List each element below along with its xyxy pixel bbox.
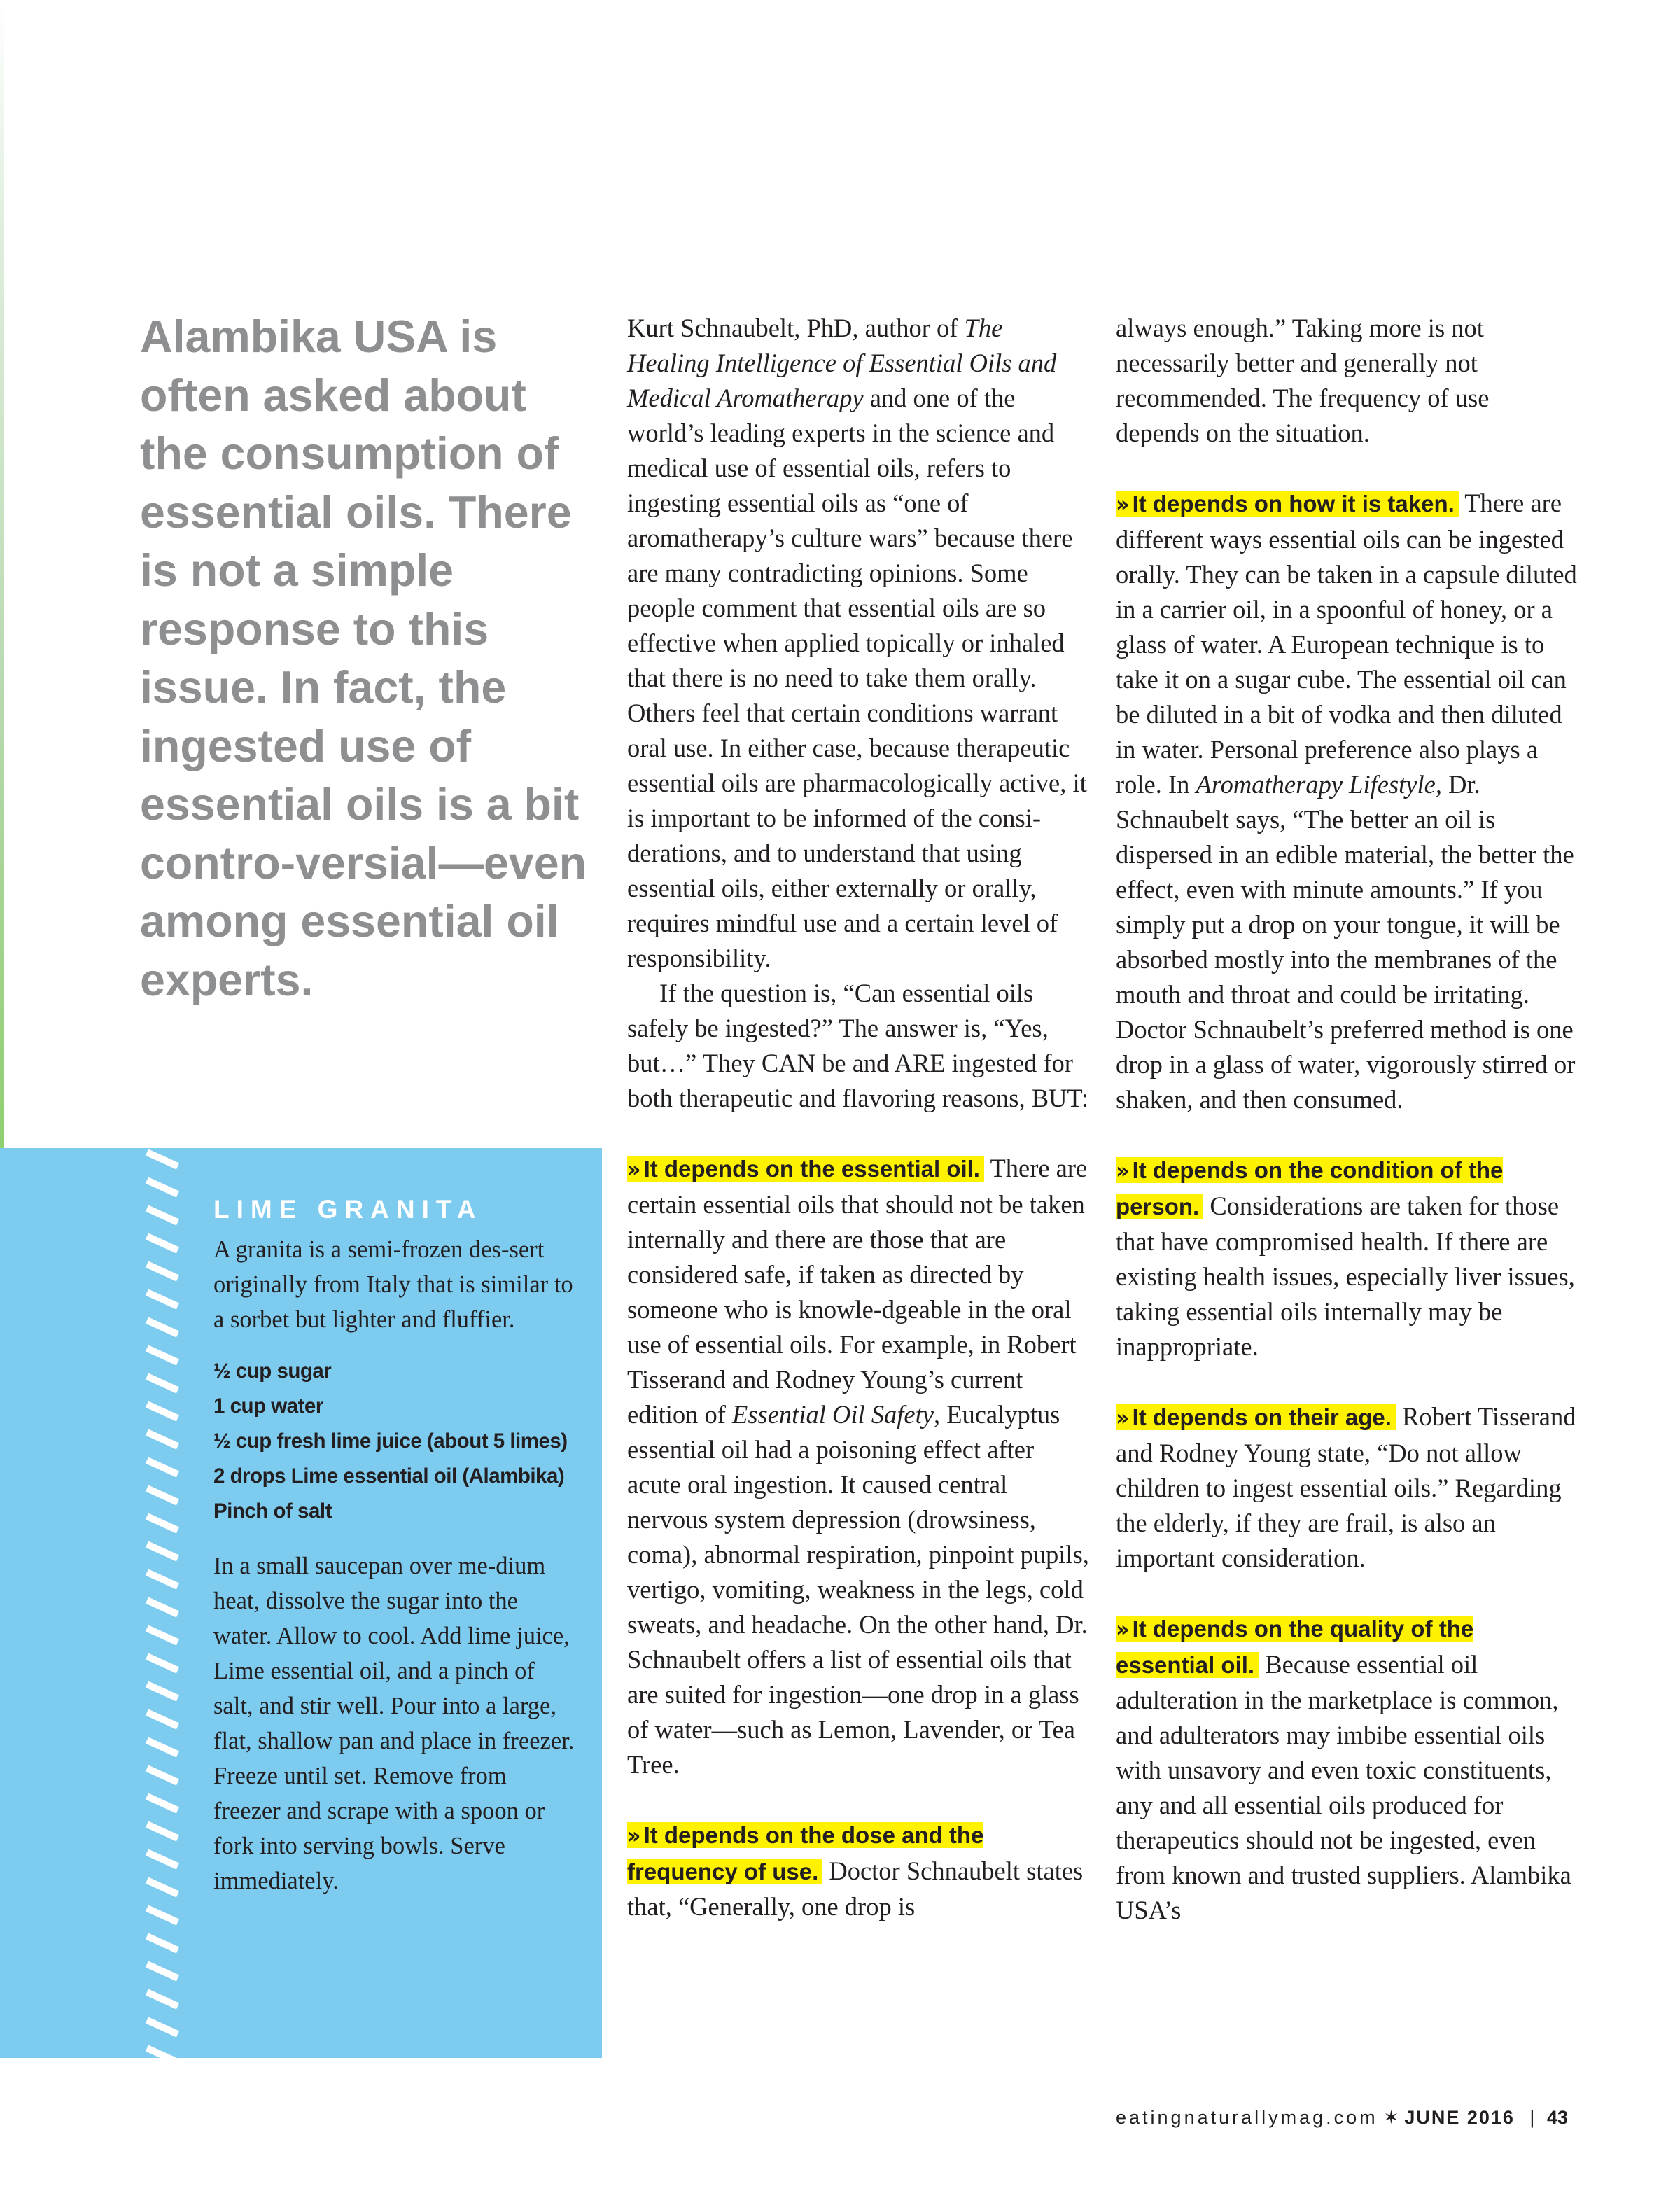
ingredient-item: ½ cup sugar (214, 1359, 332, 1382)
chevron-icon: ›› (627, 1157, 637, 1182)
text-run: and one of the world’s leading experts in the science and medical use of essential oils, refers to ingesting essential oils as “one of aromatherapy’s culture wars” because there are many contradicting opinions. Some people comment that essential oils are so effective when applied topically or inhaled that there is no need to take them orally. Others feel that certain conditions warrant oral use. In either case, because therapeutic essential oils are pharmacologically active, it is important to be informed of the consi-derations, and to understand that using essential oils, either externally or orally, requires mindful use and a certain level of responsibility. (627, 384, 1087, 972)
chevron-icon: ›› (627, 1823, 637, 1849)
book-title: The Healing Intelligence of Essential Oils and Medical Aromatherapy (627, 314, 1057, 412)
subhead-text: It depends on the dose and the frequency of use. (627, 1822, 984, 1884)
ingredient-list (214, 1354, 578, 1529)
paragraph (1116, 1152, 1578, 1364)
decorative-zigzag-border (143, 1148, 182, 2058)
subhead-text: It depends on the quality of the essential oil. (1116, 1616, 1474, 1678)
chevron-icon: ›› (1116, 1617, 1126, 1642)
text-run: Doctor Schnaubelt states that, “Generally, one drop is (627, 1856, 1084, 1921)
book-title: Aromatherapy Lifestyle, (1196, 770, 1442, 799)
subhead-text: It depends on how it is taken. (1132, 491, 1455, 517)
chevron-icon: ›› (1116, 1406, 1126, 1431)
paragraph (627, 1817, 1089, 1924)
footer-separator: | (1530, 2107, 1535, 2128)
ingredient-item: Pinch of salt (214, 1499, 332, 1522)
subhead-text: It depends on the condition of the person. (1116, 1157, 1504, 1219)
paragraph: If the question is, “Can essential oils safely be ingested?” The answer is, “Yes, but…” They CAN be and ARE ingested for both therapeutic and flavoring reasons, BUT: (627, 979, 1089, 1112)
paragraph (1116, 1399, 1578, 1576)
article-column-1 (627, 311, 1089, 1924)
footer-website: eatingnaturallymag.com (1116, 2107, 1378, 2128)
subhead-text: It depends on their age. (1132, 1404, 1392, 1430)
paragraph (1116, 1611, 1578, 1928)
page-edge-decoration (0, 0, 4, 1148)
highlighted-subhead (627, 1156, 984, 1182)
subhead-text: It depends on the essential oil. (643, 1156, 980, 1182)
highlighted-subhead (1116, 491, 1459, 517)
page-number: 43 (1546, 2107, 1568, 2128)
ingredient-item: ½ cup fresh lime juice (about 5 limes) (214, 1429, 568, 1452)
recipe-instructions: In a small saucepan over me-dium heat, dissolve the sugar into the water. Allow to cool. Add lime juice, Lime essential oil, and a pinch of salt, and stir well. Pour into a large, flat, shallow pan and place in freezer. Freeze until set. Remove from freezer and scrape with a spoon or fork into serving bowls. Serve immediately. (214, 1553, 575, 1894)
text-run: Kurt Schnaubelt, PhD, author of (627, 314, 965, 342)
recipe-title: LIME GRANITA (214, 1195, 483, 1224)
text-run: Dr. Schnaubelt says, “The better an oil is dispersed in an edible material, the better the effect, even with minute amounts.” If you simply put a drop on your tongue, it will be absorbed mostly into the membranes of the mouth and throat and could be irritating. Doctor Schnaubelt’s preferred method is one drop in a glass of water, vigorously stirred or shaken, and then consumed. (1116, 770, 1576, 1114)
page-footer (1092, 2107, 1568, 2129)
text-run: There are different ways essential oils can be ingested orally. They can be taken in a capsule diluted in a carrier oil, in a spoonful of honey, or a glass of water. A European technique is to take it on a sugar cube. The essential oil can be diluted in a bit of vodka and then diluted in water. Personal preference also plays a role. In (1116, 489, 1577, 799)
article-column-2 (1116, 311, 1578, 1928)
text-run: There are certain essential oils that should not be taken internally and there are those that are considered safe, if taken as directed by someone who is knowle-dgeable in the oral use of essential oils. For example, in Robert Tisserand and Rodney Young’s current edition of (627, 1154, 1088, 1429)
recipe-sidebar (0, 1148, 602, 2058)
text-run: , Eucalyptus essential oil had a poisoning effect after acute oral ingestion. It caused central nervous system depression (drowsiness, coma), abnormal respiration, pinpoint pupils, vertigo, vomiting, weakness in the legs, cold sweats, and headache. On the other hand, Dr. Schnaubelt offers a list of essential oils that are suited for ingestion—one drop in a glass of water—such as Lemon, Lavender, or Tea Tree. (627, 1400, 1089, 1779)
recipe-intro: A granita is a semi-frozen des-sert originally from Italy that is similar to a sorbet but lighter and fluffier. (214, 1236, 573, 1333)
paragraph (1116, 486, 1578, 1117)
ingredient-item: 1 cup water (214, 1394, 323, 1418)
pull-quote (140, 308, 588, 1009)
ingredient-item: 2 drops Lime essential oil (Alambika) (214, 1464, 565, 1488)
highlighted-subhead (1116, 1404, 1396, 1430)
paragraph (627, 311, 1089, 976)
recipe-content (214, 1190, 578, 1898)
text-run: Considerations are taken for those that have compromised health. If there are existing health issues, especially liver issues, taking essential oils internally may be inappropriate. (1116, 1191, 1575, 1361)
paragraph (627, 1151, 1089, 1782)
paragraph: always enough.” Taking more is not necessarily better and generally not recommended. The frequency of use depends on the situation. (1116, 314, 1490, 447)
chevron-icon: ›› (1116, 492, 1126, 517)
book-title: Essential Oil Safety (732, 1400, 934, 1429)
chevron-icon: ›› (1116, 1158, 1126, 1184)
text-run: Robert Tisserand and Rodney Young state, “Do not allow children to ingest essential oils.” Regarding the elderly, if they are frail, is also an important consideration. (1116, 1402, 1576, 1572)
pull-quote-text: Alambika USA is often asked about the consumption of essential oils. There is not a simple response to this issue. In fact, the ingested use of essential oils is a bit contro-versial—even among essential oil experts. (140, 312, 587, 1005)
star-icon: ✶ (1383, 2107, 1399, 2128)
text-run: Because essential oil adulteration in the marketplace is common, and adulterators may imbibe essential oils with unsavory and even toxic constituents, any and all essential oils produced for therapeutics should not be ingested, even from known and trusted suppliers. Alambika USA’s (1116, 1650, 1572, 1924)
footer-issue-date: JUNE 2016 (1404, 2107, 1515, 2128)
